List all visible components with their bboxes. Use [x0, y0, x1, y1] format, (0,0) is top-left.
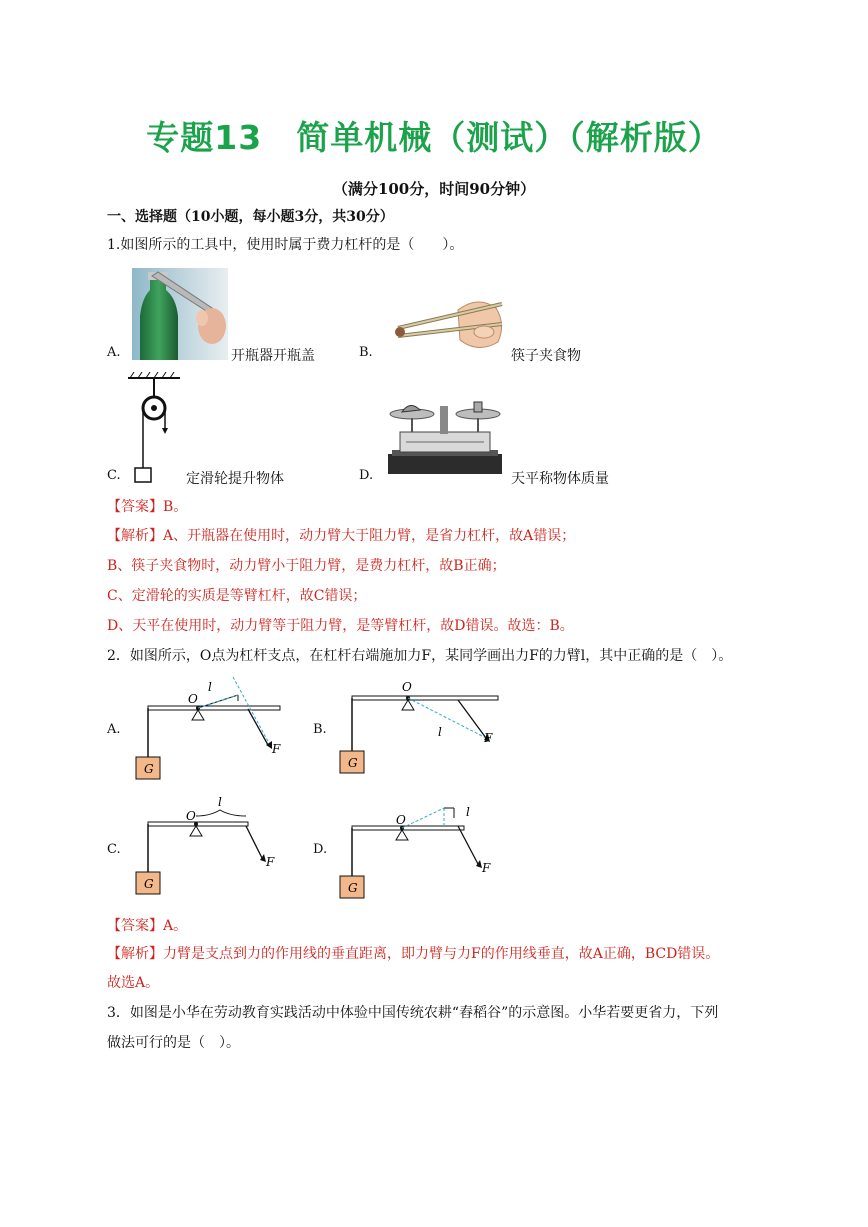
- q1-option-a-label: A.: [107, 345, 121, 360]
- svg-text:F: F: [272, 742, 281, 756]
- svg-text:O: O: [396, 813, 406, 827]
- q2-option-c-label: C.: [107, 842, 121, 857]
- q1-option-b-label: B.: [359, 345, 373, 360]
- svg-text:F: F: [484, 731, 493, 745]
- question-1-stem: 1.如图所示的工具中，使用时属于费力杠杆的是（ ）。: [107, 237, 464, 253]
- svg-text:O: O: [402, 680, 412, 694]
- svg-text:O: O: [186, 809, 196, 823]
- svg-text:G: G: [144, 877, 154, 891]
- q2-analysis-line-1: 【解析】力臂是支点到力的作用线的垂直距离，即力臂与力F的作用线垂直，故A正确，BCD错误。: [107, 946, 720, 962]
- lever-diagram-a: [130, 673, 290, 785]
- q1-option-c-label: C.: [107, 468, 121, 483]
- q2-analysis-line-2: 故选A。: [107, 975, 160, 991]
- weight-label: G: [144, 762, 154, 776]
- svg-text:O: O: [188, 692, 198, 706]
- q2-answer: 【答案】A。: [107, 918, 188, 934]
- q1-analysis-line-3: C、定滑轮的实质是等臂杠杆，故C错误；: [107, 588, 367, 604]
- q1-option-c-caption: 定滑轮提升物体: [186, 471, 284, 487]
- q1-option-d-label: D.: [359, 468, 374, 483]
- svg-text:l: l: [208, 680, 212, 694]
- chopsticks-image: [388, 290, 508, 360]
- svg-text:G: G: [348, 756, 358, 770]
- q2-option-a-label: A.: [107, 722, 121, 737]
- question-3-stem-line-2: 做法可行的是（ ）。: [107, 1035, 240, 1051]
- q2-option-d-label: D.: [313, 842, 328, 857]
- lever-diagram-b: [338, 676, 508, 782]
- bottle-opener-image: [132, 268, 228, 360]
- svg-text:l: l: [218, 795, 222, 809]
- page-title: 专题13 简单机械（测试）（解析版）: [146, 118, 722, 157]
- svg-text:G: G: [348, 881, 358, 895]
- question-2-stem: 2．如图所示，O点为杠杆支点，在杠杆右端施加力F，某同学画出力F的力臂l，其中正确的是（ ）。: [107, 648, 733, 664]
- question-3-stem-line-1: 3．如图是小华在劳动教育实践活动中体验中国传统农耕“舂稻谷”的示意图。小华若要更省力，下列: [107, 1005, 719, 1021]
- q1-option-b-caption: 筷子夹食物: [511, 348, 581, 364]
- balance-scale-image: [382, 392, 508, 482]
- page-subtitle: （满分100分，时间90分钟）: [332, 180, 536, 198]
- q1-analysis-line-2: B、筷子夹食物时，动力臂小于阻力臂，是费力杠杆，故B正确；: [107, 558, 506, 574]
- q1-option-d-caption: 天平称物体质量: [511, 471, 609, 487]
- q1-analysis-line-1: 【解析】A、开瓶器在使用时，动力臂大于阻力臂，是省力杠杆，故A错误；: [107, 528, 576, 544]
- section-heading: 一、选择题（10小题，每小题3分，共30分）: [107, 209, 394, 225]
- lever-diagram-d: [338, 796, 508, 906]
- svg-text:F: F: [482, 861, 491, 875]
- lever-diagram-c: [130, 794, 290, 898]
- q1-option-a-caption: 开瓶器开瓶盖: [231, 348, 315, 364]
- fixed-pulley-image: [124, 372, 184, 484]
- q1-analysis-line-4: D、天平在使用时，动力臂等于阻力臂，是等臂杠杆，故D错误。故选：B。: [107, 618, 574, 634]
- svg-text:l: l: [466, 805, 470, 819]
- q2-option-b-label: B.: [313, 722, 327, 737]
- svg-text:F: F: [266, 855, 275, 869]
- q1-answer: 【答案】B。: [107, 499, 188, 515]
- svg-text:l: l: [438, 725, 442, 739]
